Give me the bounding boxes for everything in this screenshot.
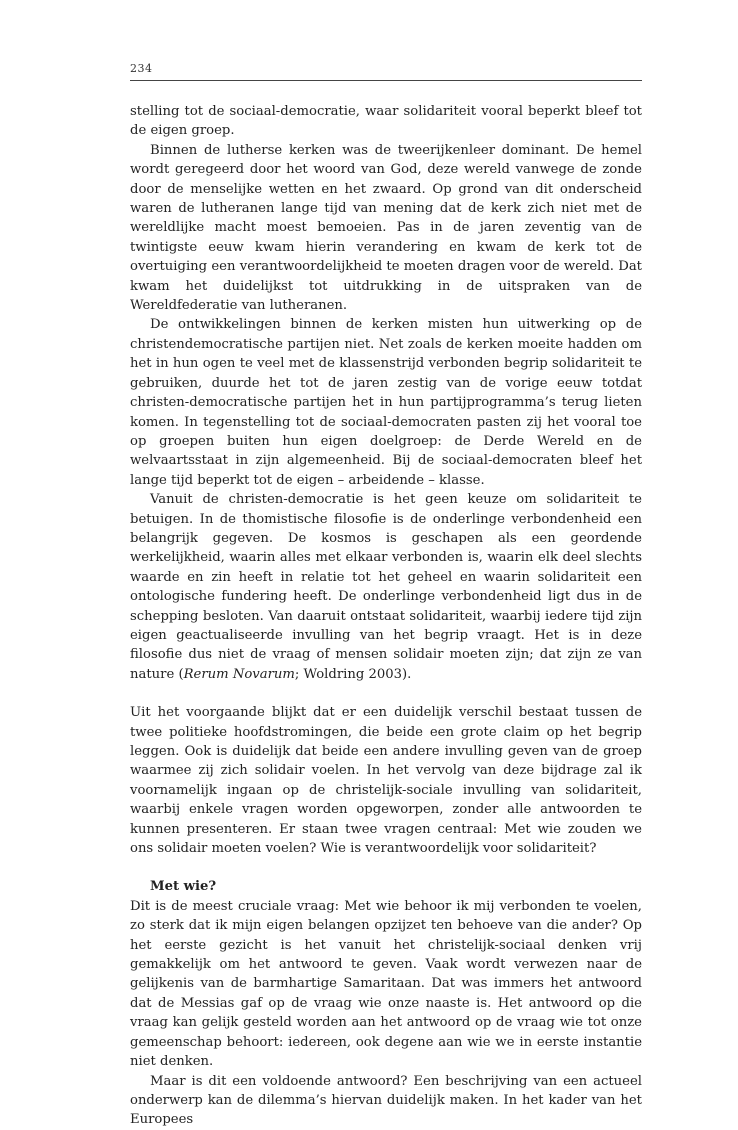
body-text [130, 102, 642, 1130]
section-heading: Met wie? [150, 879, 217, 895]
paragraph-4 [130, 490, 642, 684]
paragraph-5: Uit het voorgaande blijkt dat er een duidelijk verschil bestaat tussen de twee politieke hoofdstromingen, die beide een grote claim op het begrip leggen. Ook is duidelijk dat beide een andere invulling geven van de groep waarmee zij zich solidair voelen. In het vervolg van deze bijdrage zal ik voornamelijk ingaan op de christelijk-sociale invulling van solidariteit, waarbij enkele vragen worden opgeworpen, zonder alle antwoorden te kunnen presenteren. Er staan twee vragen centraal: Met wie zouden we ons solidair moeten voelen? Wie is verantwoordelijk voor solidariteit? [130, 705, 642, 857]
header-rule [130, 80, 642, 81]
paragraph-2: Binnen de lutherse kerken was de tweerijkenleer dominant. De hemel wordt geregeerd door het woord van God, deze wereld vanwege de zonde door de menselijke wetten en het zwaard. Op grond van dit onderscheid waren de lutheranen lange tijd van mening dat de kerk zich niet met de wereldlijke macht moest bemoeien. Pas in de jaren zeventig van de twintigste eeuw kwam hierin verandering en kwam de kerk tot de overtuiging een verantwoordelijkheid te moeten dragen voor de wereld. Dat kwam het duidelijkst tot uitdrukking in de uitspraken van de Wereldfederatie van lutheranen. [130, 142, 642, 314]
paragraph-4-end: ; Woldring 2003). [294, 666, 412, 682]
paragraph-3: De ontwikkelingen binnen de kerken misten hun uitwerking op de christendemocratische partijen niet. Net zoals de kerken moeite hadden om het in hun ogen te veel met de klassenstrijd verbonden begrip solidariteit te gebruiken, duurde het tot de jaren zestig van de vorige eeuw totdat christen-democratische partijen het in hun partijprogramma’s terug lieten komen. In tegenstelling tot de sociaal-democraten pasten zij het vooral toe op groepen buiten hun eigen doelgroep: de Derde Wereld en de welvaartsstaat in zijn algemeenheid. Bij de sociaal-democraten bleef het lange tijd beperkt tot de eigen – arbeidende – klasse. [130, 317, 642, 488]
paragraph-6: Dit is de meest cruciale vraag: Met wie behoor ik mij verbonden te voelen, zo sterk dat ik mijn eigen belangen opzijzet ten behoeve van die ander? Op het eerste gezicht is het vanuit het christelijk-sociaal denken vrij gemakkelijk om het antwoord te geven. Vaak wordt verwezen naar de gelijkenis van de barmhartige Samaritaan. Dat was immers het antwoord dat de Messias gaf op de vraag wie onze naaste is. Het antwoord op die vraag kan gelijk gesteld worden aan het antwoord op de vraag wie tot onze gemeenschap behoort: iedereen, ook degene aan wie we in eerste instantie niet denken. [130, 898, 642, 1070]
paragraph-4-citation: Rerum Novarum [183, 666, 295, 682]
paragraph-1: stelling tot de sociaal-democratie, waar solidariteit vooral beperkt bleef tot de eigen groep. [130, 104, 642, 139]
paragraph-7: Maar is dit een voldoende antwoord? Een beschrijving van een actueel onderwerp kan de dilemma’s hiervan duidelijk maken. In het kader van het Europees [130, 1073, 642, 1128]
page-number: 234 [130, 62, 153, 75]
paragraph-4-text: Vanuit de christen-democratie is het geen keuze om solidariteit te betuigen. In de thomistische filosofie is de onderlinge verbondenheid een belangrijk gegeven. De kosmos is geschapen als een geordende werkelijkheid, waarin alles met elkaar verbonden is, waarin elk deel slechts waarde en zin heeft in relatie tot het geheel en waarin solidariteit een ontologische fundering heeft. De onderlinge verbondenheid ligt dus in de schepping besloten. Van daaruit ontstaat solidariteit, waarbij iedere tijd zijn eigen geactualiseerde invulling van het begrip vraagt. Het is in deze filosofie dus niet de vraag of mensen solidair moeten zijn; dat zijn ze van nature ( [130, 492, 642, 682]
